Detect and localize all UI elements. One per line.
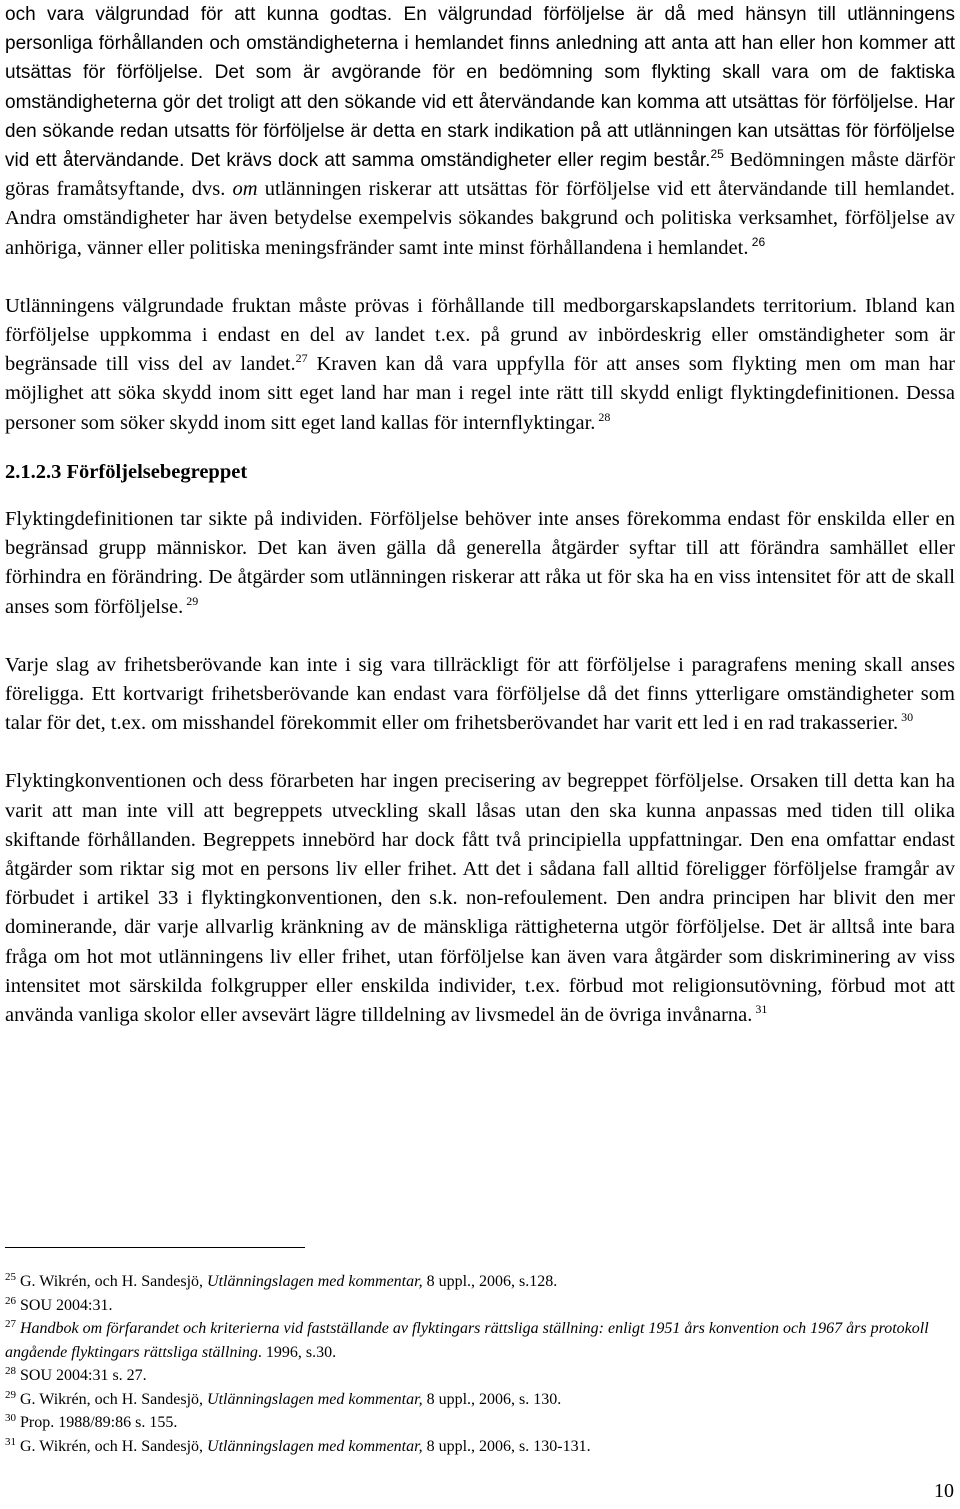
paragraph-3-text: Flyktingdefinitionen tar sikte på individen. Förföljelse behöver inte anses förekomma endast för enskilda eller en begränsad grupp människor. Det kan även gälla då generella åtgärder syftar till att förändra samhället eller förhindra en förändring. De åtgärder som utlänningen riskerar att råka ut för ska ha en viss intensitet för att de skall anses som förföljelse. [5,508,955,618]
footnote-text-end: . 1996, s.30. [257,1343,337,1361]
footnote-29 [5,1388,955,1412]
footnote-30 [5,1411,955,1435]
footnote-ref-28[interactable]: 28 [595,409,611,424]
footnote-number: 30 [5,1412,16,1424]
footnote-number: 31 [5,1435,16,1448]
footnote-text: SOU 2004:31 s. 27. [16,1367,147,1384]
footnote-text: G. Wikrén, och H. Sandesjö, [16,1437,208,1455]
paragraph-1-italic: om [232,178,258,201]
paragraph-4-text: Varje slag av frihetsberövande kan inte i sig vara tillräckligt för att förföljelse i paragrafens mening skall anses föreligga. Ett kortvarigt frihetsberövande kan endast vara förföljelse då det finns ytterligare omständigheter som talar för det, t.ex. om misshandel förekommit eller om frihetsberövandet har varit ett led i en rad trakasserier. [5,653,955,735]
footnote-ref-31[interactable]: 31 [752,1002,768,1017]
footnote-ref-30[interactable]: 30 [898,710,914,725]
paragraph-5-text: Flyktingkonventionen och dess förarbeten har ingen precisering av begreppet förföljelse. Orsaken till detta kan ha varit att man inte vill att begreppets utveckling skall låsas utan den ska kunna anpassas med tiden till olika skiftande förhållanden. Begreppets innebörd har dock fått två principiella uppfattningar. Den ena omfattar endast åtgärder som riktar sig mot en persons liv eller frihet. Att det i sådana fall alltid föreligger förföljelse framgår av förbudet i artikel 33 i flyktingkonventionen, den s.k. non-refoulement. Den andra principen har blivit den mer dominerande, där varje allvarlig kränkning av de mänskliga rättigheterna utgör förföljelse. Det är alltså inte bara fråga om hot mot utlänningens liv eller frihet, utan förföljelse kan även vara åtgärder som diskriminering av viss intensitet mot särskilda folkgrupper eller enskilda individer, t.ex. förbud mot religionsutövning, förbud mot att använda vanliga skolor eller avsevärt lägre tilldelning av livsmedel än de övriga invånarna. [5,770,955,1027]
paragraph-5 [5,767,955,1030]
page-number: 10 [934,1480,954,1502]
paragraph-1-text-3: utlänningen riskerar att utsättas för förföljelse vid ett återvändande till hemlandet. Andra omständigheter har även betydelse exempelvis sökandes bakgrund och politiska verksamhet, förföljelse av anhöriga, vänner eller politiska meningsfränder samt inte minst förhållandena i hemlandet. [5,178,955,259]
footnote-number: 28 [5,1365,16,1377]
footnote-ref-26[interactable]: 26 [748,234,766,249]
paragraph-1 [5,0,955,263]
footnote-text: Prop. 1988/89:86 s. 155. [16,1414,178,1431]
footnote-text: G. Wikrén, och H. Sandesjö, [16,1390,208,1408]
footnote-27 [5,1317,955,1364]
footnote-25 [5,1270,955,1294]
footnote-text-end: 8 uppl., 2006, s. 130. [422,1390,562,1408]
paragraph-1-text-2: Bedömningen måste därför göras framåtsyftande, dvs. [5,149,955,201]
paragraph-3 [5,505,955,622]
paragraph-1-text: och vara välgrundad för att kunna godtas. En välgrundad förföljelse är då med hänsyn till utlänningens personliga förhållanden och omständigheterna i hemlandet finns anledning att anta att han eller hon kommer att utsättas för förföljelse. Det som är avgörande för en bedömning som flykting skall vara om de faktiska omständigheterna gör det troligt att den sökande vid ett återvändande kan komma att utsättas för förföljelse. Har den sökande redan utsatts för förföljelse är detta en stark indikation på att utlänningen kan utsättas för förföljelse vid ett återvändande. Det krävs dock att samma omständigheter eller regim består. [5,4,955,172]
footnote-text: G. Wikrén, och H. Sandesjö, [16,1273,208,1290]
footnote-title: Utlänningslagen med kommentar, [207,1390,423,1408]
section-heading: 2.1.2.3 Förföljelsebegreppet [5,460,248,483]
footnote-number: 26 [5,1294,16,1307]
footnote-ref-25[interactable]: 25 [710,147,724,162]
paragraph-2-text-2: Kraven kan då vara uppfylla för att anses som flykting men om man har möjlighet att söka skydd inom sitt eget land har man i regel inte rätt till skydd enligt flyktingdefinitionen. Dessa personer som söker skydd inom sitt eget land kallas för internflyktingar. [5,353,955,434]
footnote-text-end: 8 uppl., 2006, s.128. [422,1273,558,1290]
footnote-separator [5,1247,305,1248]
footnote-title: Utlänningslagen med kommentar, [207,1437,423,1455]
paragraph-2-text: Utlänningens välgrundade fruktan måste prövas i förhållande till medborgarskapslandets territorium. Ibland kan förföljelse uppkomma i endast en del av landet t.ex. på grund av inbördeskrig eller omständigheter som är begränsade till viss del av landet. [5,294,955,376]
document-page [5,0,955,1030]
footnote-text-end: 8 uppl., 2006, s. 130-131. [422,1437,591,1455]
footnote-ref-29[interactable]: 29 [183,593,199,608]
footnote-31 [5,1435,955,1459]
footnote-title: Utlänningslagen med kommentar, [207,1273,423,1290]
footnote-number: 27 [5,1318,16,1330]
footnote-28 [5,1364,955,1388]
footnotes [5,1270,955,1458]
footnote-text: SOU 2004:31. [16,1296,113,1314]
footnote-number: 29 [5,1388,16,1401]
footnote-title: Handbok om förfarandet och kriterierna vid fastställande av flyktingars rättsliga ställning: enligt 1951 års konvention och 1967 års protokoll angående flyktingars rättsliga ställning [5,1320,929,1361]
paragraph-2 [5,292,955,438]
footnote-number: 25 [5,1271,16,1283]
footnote-26 [5,1294,955,1318]
paragraph-4 [5,651,955,739]
footnote-ref-27[interactable]: 27 [295,351,308,366]
